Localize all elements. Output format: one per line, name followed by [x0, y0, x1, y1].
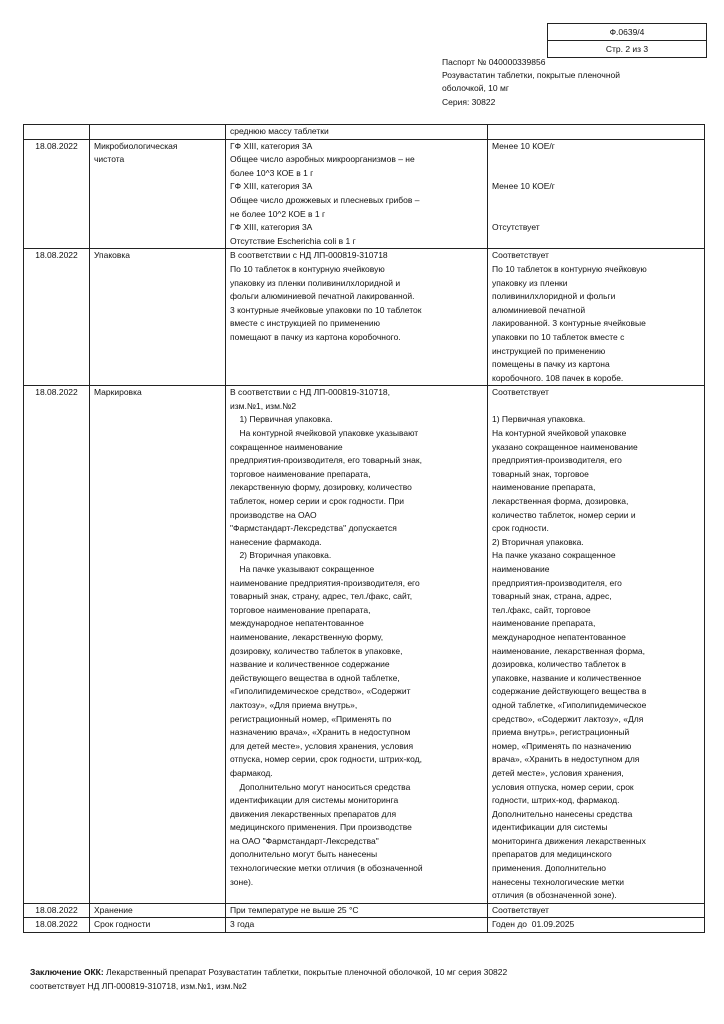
requirement-cell-line: Дополнительно могут наноситься средства	[230, 781, 411, 792]
result-cell-line: предприятия-производителя, его	[492, 455, 622, 466]
requirement-cell-line: производстве на ОАО	[230, 509, 317, 520]
parameter-cell	[90, 125, 226, 140]
table-row	[24, 918, 705, 933]
result-cell-line	[492, 153, 700, 167]
requirement-cell-line: технологические метки отличия (в обозначенной	[230, 863, 423, 874]
requirement-cell-line: помещают в пачку из картона коробочного.	[230, 331, 401, 342]
requirement-cell-line: зоне).	[230, 876, 254, 887]
result-cell-line: Менее 10 КОЕ/г	[492, 181, 555, 192]
result-cell-line: коробочного. 108 пачек в коробе.	[492, 372, 624, 383]
requirement-cell-line: При температуре не выше 25 °С	[230, 904, 359, 915]
result-cell-line: Отсутствует	[492, 222, 540, 233]
requirement-cell-line: регистрационный номер, «Применять по	[230, 713, 392, 724]
test-results-table	[23, 124, 705, 933]
result-cell-line: наименование препарата,	[492, 482, 596, 493]
requirement-cell-line: В соответствии с НД ЛП-000819-310718,	[230, 387, 391, 398]
result-cell-line: На пачке указано сокращенное	[492, 550, 616, 561]
result-cell-line: товарный знак, торговое	[492, 468, 589, 479]
requirement-cell-line: идентификации для системы мониторинга	[230, 795, 399, 806]
result-cell	[488, 139, 705, 249]
result-cell-line: алюминиевой печатной	[492, 304, 586, 315]
requirement-cell-line: В соответствии с НД ЛП-000819-310718	[230, 250, 388, 261]
conclusion-text-line2: соответствует НД ЛП-000819-310718, изм.№1, изм.№2	[30, 981, 247, 992]
requirement-cell-line: среднюю массу таблетки	[230, 126, 329, 136]
passport-header	[442, 56, 682, 109]
requirement-cell-line: торговое наименование препарата,	[230, 604, 371, 615]
result-cell-line: Менее 10 КОЕ/г	[492, 140, 555, 151]
requirement-cell-line: отпуска, номер серии, срок годности, штрих-код,	[230, 754, 422, 765]
requirement-cell-line: международное непатентованное	[230, 618, 364, 629]
result-cell-line: инструкцией по применению	[492, 345, 606, 356]
requirement-cell-line: сокращенное наименование	[230, 441, 343, 452]
requirement-cell-line: ГФ XIII, категория 3А	[230, 181, 313, 192]
requirement-cell-line: наименование предприятия-производителя, его	[230, 577, 420, 588]
test-date-cell-text: 18.08.2022	[35, 904, 78, 915]
result-cell-line: детей месте», условия хранения,	[492, 767, 624, 778]
parameter-cell-line: Срок годности	[94, 919, 151, 930]
result-cell-line: идентификации для системы	[492, 822, 608, 833]
requirement-cell	[226, 139, 488, 249]
test-date-cell-text: 18.08.2022	[35, 250, 78, 261]
passport-number: Паспорт № 040000339856	[442, 57, 546, 67]
requirement-cell-line: упаковку из пленки поливинилхлоридной и	[230, 277, 401, 288]
result-cell	[488, 386, 705, 904]
requirement-cell-line: наименование, лекарственную форму,	[230, 631, 384, 642]
requirement-cell-line: для детей месте», условия хранения, условия	[230, 740, 414, 751]
requirement-cell	[226, 918, 488, 933]
form-code: Ф.0639/4	[609, 27, 645, 37]
test-date-cell-text: 18.08.2022	[35, 919, 78, 930]
product-name-line1: Розувастатин таблетки, покрытые пленочной	[442, 70, 621, 81]
result-cell-line: лакированной. 3 контурные ячейковые	[492, 318, 646, 329]
result-cell-line: нанесены технологические метки	[492, 876, 625, 887]
result-cell-line: Годен до 01.09.2025	[492, 919, 575, 930]
result-cell-line: На контурной ячейковой упаковке	[492, 428, 627, 439]
test-date-cell-text: 18.08.2022	[35, 140, 78, 151]
requirement-cell-line: лекарственную форму, дозировку, количество	[230, 482, 412, 493]
requirement-cell-line: ГФ XIII, категория 3А	[230, 222, 313, 233]
result-cell-line: тел./факс, сайт, торговое	[492, 604, 591, 615]
test-date-cell	[24, 918, 90, 933]
requirement-cell-line: не более 10^2 КОЕ в 1 г	[230, 208, 326, 219]
result-cell-line: отличия (в обозначенной зоне).	[492, 890, 617, 901]
requirement-cell-line: нанесение фармакода.	[230, 536, 322, 547]
requirement-cell-line: фармакод.	[230, 767, 273, 778]
parameter-cell	[90, 386, 226, 904]
requirement-cell-line: дополнительно могут быть нанесены	[230, 849, 378, 860]
result-cell-line: врача», «Хранить в недоступном для	[492, 754, 640, 765]
conclusion-label: Заключение ОКК:	[30, 967, 104, 977]
requirement-cell-line: 1) Первичная упаковка.	[230, 414, 333, 425]
requirement-cell-line: «Гиполипидемическое средство», «Содержит	[230, 686, 411, 697]
product-name-line2: оболочкой, 10 мг	[442, 83, 509, 94]
result-cell-line: упаковку из пленки	[492, 277, 568, 288]
result-cell-line	[492, 208, 700, 222]
result-cell-line: международное непатентованное	[492, 631, 626, 642]
result-cell-line: срок годности.	[492, 523, 549, 534]
requirement-cell-line: 2) Вторичная упаковка.	[230, 550, 332, 561]
result-cell-line: номер, «Применять по назначению	[492, 740, 632, 751]
test-date-cell	[24, 903, 90, 918]
requirement-cell-line: движения лекарственных препаратов для	[230, 808, 397, 819]
requirement-cell-line: товарный знак, страну, адрес, тел./факс, сайт,	[230, 591, 413, 602]
result-cell-line: товарный знак, страна, адрес,	[492, 591, 612, 602]
result-cell-line: лекарственная форма, дозировка,	[492, 496, 629, 507]
requirement-cell-line: На пачке указывают сокращенное	[230, 564, 375, 574]
requirement-cell-line: действующего вещества в одной таблетке,	[230, 672, 400, 683]
table-row	[24, 249, 705, 386]
requirement-cell-line: изм.№1, изм.№2	[230, 400, 297, 411]
requirement-cell-line: вместе с инструкцией по применению	[230, 318, 380, 329]
result-cell-line: мониторинга движения лекарственных	[492, 835, 646, 846]
result-cell-line: По 10 таблеток в контурную ячейковую	[492, 263, 647, 274]
result-cell	[488, 125, 705, 140]
requirement-cell-line: фольги алюминиевой печатной лакированной.	[230, 291, 415, 302]
parameter-cell-line: Микробиологическая	[94, 140, 178, 151]
test-date-cell	[24, 139, 90, 249]
parameter-cell-line: Маркировка	[94, 387, 142, 398]
table-row	[24, 386, 705, 904]
result-cell-line: 1) Первичная упаковка.	[492, 414, 586, 425]
requirement-cell-line: лактозу», «Для приема внутрь»,	[230, 699, 358, 710]
result-cell-line: одной таблетке, «Гиполипидемическое	[492, 699, 647, 710]
result-cell-line: Соответствует	[492, 904, 549, 915]
result-cell-line: применения. Дополнительно	[492, 863, 607, 874]
test-date-cell	[24, 249, 90, 386]
requirement-cell-line: на ОАО "Фармстандарт-Лексредства"	[230, 835, 379, 846]
parameter-cell	[90, 903, 226, 918]
result-cell-line: приема внутрь», регистрационный	[492, 727, 630, 738]
test-date-cell-text: 18.08.2022	[35, 387, 78, 398]
parameter-cell-line: Упаковка	[94, 250, 131, 261]
requirement-cell	[226, 125, 488, 140]
requirement-cell-line: название и количественное содержание	[230, 659, 390, 670]
requirement-cell	[226, 249, 488, 386]
result-cell-line: наименование препарата,	[492, 618, 596, 629]
test-date-cell	[24, 386, 90, 904]
result-cell-line: условия отпуска, номер серии, срок	[492, 781, 634, 792]
result-cell-line: Дополнительно нанесены средства	[492, 808, 633, 819]
requirement-cell-line: более 10^3 КОЕ в 1 г	[230, 167, 314, 178]
requirement-cell-line: "Фармстандарт-Лексредства" допускается	[230, 523, 397, 534]
result-cell-line: упаковки по 10 таблеток вместе с	[492, 331, 625, 342]
table-row	[24, 125, 705, 140]
result-cell-line: средство», «Содержит лактозу», «Для	[492, 713, 644, 724]
qc-conclusion	[30, 965, 690, 994]
requirement-cell	[226, 903, 488, 918]
result-cell-line: поливинилхлоридной и фольги	[492, 291, 616, 302]
requirement-cell-line: 3 контурные ячейковые упаковки по 10 таблеток	[230, 304, 422, 315]
test-date-cell	[24, 125, 90, 140]
parameter-cell	[90, 249, 226, 386]
result-cell-line	[492, 235, 700, 249]
table-row	[24, 903, 705, 918]
result-cell-line: Соответствует	[492, 387, 549, 398]
result-cell-line: предприятия-производителя, его	[492, 577, 622, 588]
requirement-cell-line: предприятия-производителя, его товарный знак,	[230, 455, 422, 466]
form-code-box	[547, 23, 707, 58]
result-cell-line: наименование, лекарственная форма,	[492, 645, 645, 656]
result-cell-line: указано сокращенное наименование	[492, 441, 638, 452]
result-cell-line: упаковке, название и количественное	[492, 672, 642, 683]
requirement-cell-line: На контурной ячейковой упаковке указывают	[230, 428, 419, 439]
result-cell	[488, 903, 705, 918]
requirement-cell-line: По 10 таблеток в контурную ячейковую	[230, 263, 385, 274]
result-cell-line	[492, 167, 700, 181]
page-counter: Стр. 2 из 3	[548, 40, 706, 57]
requirement-cell-line: Общее число аэробных микроорганизмов – не	[230, 154, 415, 165]
requirement-cell-line: Общее число дрожжевых и плесневых грибов –	[230, 194, 420, 205]
result-cell-line: Соответствует	[492, 250, 549, 261]
parameter-cell	[90, 139, 226, 249]
requirement-cell-line: ГФ XIII, категория 3А	[230, 140, 313, 151]
parameter-cell	[90, 918, 226, 933]
table-row	[24, 139, 705, 249]
result-cell-line: помещены в пачку из картона	[492, 359, 610, 370]
result-cell-line: препаратов для медицинского	[492, 849, 612, 860]
parameter-cell-line: чистота	[94, 154, 125, 165]
requirement-cell	[226, 386, 488, 904]
conclusion-text-line1: Лекарственный препарат Розувастатин таблетки, покрытые пленочной оболочкой, 10 мг серия 30822	[103, 967, 508, 977]
parameter-cell-line: Хранение	[94, 904, 133, 915]
result-cell-line: дозировка, количество таблеток в	[492, 659, 626, 670]
result-cell-line	[492, 194, 700, 208]
requirement-cell-line: медицинского применения. При производстве	[230, 822, 412, 833]
requirement-cell-line: назначению врача», «Хранить в недоступном	[230, 727, 411, 738]
result-cell-line: годности, штрих-код, фармакод.	[492, 795, 620, 806]
requirement-cell-line: дозировку, количество таблеток в упаковке,	[230, 645, 403, 656]
result-cell-line	[492, 400, 700, 414]
result-cell	[488, 918, 705, 933]
result-cell-line: наименование	[492, 564, 550, 574]
requirement-cell-line: таблеток, номер серии и срок годности. При	[230, 496, 404, 507]
requirement-cell-line: 3 года	[230, 919, 255, 930]
result-cell-line: количество таблеток, номер серии и	[492, 509, 636, 520]
series-number: Серия: 30822	[442, 96, 496, 107]
result-cell-line: 2) Вторичная упаковка.	[492, 536, 584, 547]
result-cell-line: содержание действующего вещества в	[492, 686, 647, 697]
result-cell	[488, 249, 705, 386]
requirement-cell-line: торговое наименование препарата,	[230, 468, 371, 479]
requirement-cell-line: Отсутствие Escherichia coli в 1 г	[230, 235, 356, 246]
